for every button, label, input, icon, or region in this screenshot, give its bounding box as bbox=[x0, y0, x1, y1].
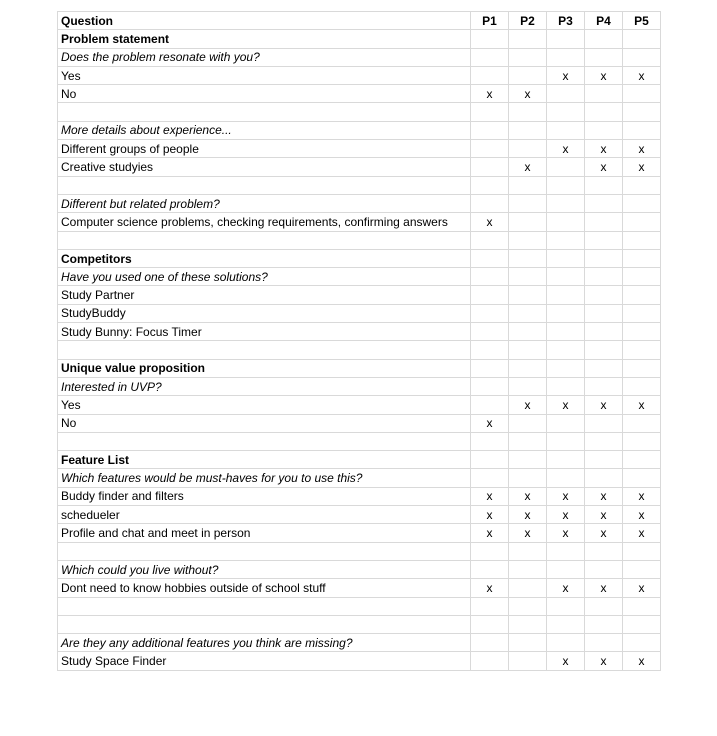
participant-p2-cell[interactable] bbox=[509, 268, 547, 286]
question-cell[interactable]: Study Space Finder bbox=[58, 652, 471, 670]
table-row bbox=[58, 48, 661, 66]
participant-p3-cell[interactable] bbox=[547, 268, 585, 286]
participant-p5-cell[interactable] bbox=[623, 121, 661, 139]
participant-p5-cell[interactable] bbox=[623, 634, 661, 652]
participant-p4-cell[interactable] bbox=[585, 542, 623, 560]
participant-p1-cell[interactable] bbox=[471, 542, 509, 560]
participant-p4-cell[interactable] bbox=[585, 30, 623, 48]
participant-p4-cell[interactable]: x bbox=[585, 487, 623, 505]
question-cell[interactable] bbox=[58, 615, 471, 633]
participant-p4-cell[interactable]: x bbox=[585, 158, 623, 176]
participant-p3-cell[interactable] bbox=[547, 213, 585, 231]
participant-p5-cell[interactable] bbox=[623, 414, 661, 432]
participant-p1-cell[interactable]: x bbox=[471, 414, 509, 432]
participant-p2-cell[interactable]: x bbox=[509, 85, 547, 103]
table-row bbox=[58, 634, 661, 652]
question-cell[interactable]: Yes bbox=[58, 396, 471, 414]
participant-p2-cell[interactable] bbox=[509, 542, 547, 560]
table-row bbox=[58, 121, 661, 139]
participant-p4-cell[interactable]: x bbox=[585, 66, 623, 84]
question-cell[interactable]: Different but related problem? bbox=[58, 194, 471, 212]
participant-p5-cell[interactable] bbox=[623, 341, 661, 359]
participant-p2-cell[interactable] bbox=[509, 48, 547, 66]
table-row bbox=[58, 194, 661, 212]
participant-p1-cell[interactable] bbox=[471, 231, 509, 249]
participant-p4-cell[interactable] bbox=[585, 176, 623, 194]
question-cell[interactable] bbox=[58, 176, 471, 194]
participant-p5-cell[interactable] bbox=[623, 377, 661, 395]
participant-p4-cell[interactable] bbox=[585, 85, 623, 103]
participant-p3-cell[interactable] bbox=[547, 249, 585, 267]
table-row bbox=[58, 377, 661, 395]
table-row bbox=[58, 66, 661, 84]
participant-p2-cell[interactable] bbox=[509, 194, 547, 212]
participant-p3-cell[interactable] bbox=[547, 469, 585, 487]
participant-p5-cell[interactable] bbox=[623, 48, 661, 66]
participant-p2-cell[interactable] bbox=[509, 560, 547, 578]
header-p3: P3 bbox=[547, 12, 585, 30]
participant-p5-cell[interactable] bbox=[623, 304, 661, 322]
participant-p4-cell[interactable] bbox=[585, 268, 623, 286]
table-row bbox=[58, 30, 661, 48]
question-cell[interactable]: Creative studyies bbox=[58, 158, 471, 176]
participant-p1-cell[interactable] bbox=[471, 103, 509, 121]
participant-p5-cell[interactable]: x bbox=[623, 140, 661, 158]
participant-p2-cell[interactable] bbox=[509, 231, 547, 249]
question-cell[interactable]: No bbox=[58, 85, 471, 103]
participant-p3-cell[interactable] bbox=[547, 286, 585, 304]
participant-p4-cell[interactable] bbox=[585, 103, 623, 121]
participant-p4-cell[interactable]: x bbox=[585, 396, 623, 414]
participant-p4-cell[interactable] bbox=[585, 560, 623, 578]
participant-p1-cell[interactable] bbox=[471, 615, 509, 633]
participant-p4-cell[interactable] bbox=[585, 194, 623, 212]
header-question: Question bbox=[58, 12, 471, 30]
participant-p3-cell[interactable] bbox=[547, 103, 585, 121]
question-cell[interactable]: More details about experience... bbox=[58, 121, 471, 139]
participant-p1-cell[interactable] bbox=[471, 469, 509, 487]
participant-p4-cell[interactable] bbox=[585, 341, 623, 359]
question-cell[interactable]: Unique value proposition bbox=[58, 359, 471, 377]
participant-p4-cell[interactable] bbox=[585, 304, 623, 322]
participant-p1-cell[interactable] bbox=[471, 323, 509, 341]
participant-p1-cell[interactable]: x bbox=[471, 524, 509, 542]
participant-p5-cell[interactable] bbox=[623, 560, 661, 578]
table-row bbox=[58, 506, 661, 524]
participant-p5-cell[interactable] bbox=[623, 359, 661, 377]
participant-p1-cell[interactable]: x bbox=[471, 487, 509, 505]
participant-p3-cell[interactable]: x bbox=[547, 66, 585, 84]
participant-p2-cell[interactable] bbox=[509, 414, 547, 432]
participant-p3-cell[interactable]: x bbox=[547, 524, 585, 542]
participant-p3-cell[interactable] bbox=[547, 30, 585, 48]
table-row bbox=[58, 597, 661, 615]
participant-p2-cell[interactable] bbox=[509, 103, 547, 121]
participant-p1-cell[interactable]: x bbox=[471, 85, 509, 103]
survey-results-table bbox=[57, 11, 661, 671]
participant-p2-cell[interactable]: x bbox=[509, 524, 547, 542]
participant-p1-cell[interactable] bbox=[471, 377, 509, 395]
participant-p5-cell[interactable] bbox=[623, 432, 661, 450]
participant-p4-cell[interactable] bbox=[585, 48, 623, 66]
table-row bbox=[58, 286, 661, 304]
participant-p1-cell[interactable] bbox=[471, 634, 509, 652]
table-row bbox=[58, 652, 661, 670]
participant-p1-cell[interactable] bbox=[471, 48, 509, 66]
participant-p1-cell[interactable] bbox=[471, 432, 509, 450]
participant-p5-cell[interactable] bbox=[623, 451, 661, 469]
question-cell[interactable] bbox=[58, 103, 471, 121]
participant-p3-cell[interactable]: x bbox=[547, 579, 585, 597]
participant-p2-cell[interactable] bbox=[509, 140, 547, 158]
participant-p2-cell[interactable] bbox=[509, 432, 547, 450]
participant-p2-cell[interactable]: x bbox=[509, 506, 547, 524]
header-p1: P1 bbox=[471, 12, 509, 30]
table-row bbox=[58, 231, 661, 249]
participant-p2-cell[interactable] bbox=[509, 469, 547, 487]
participant-p2-cell[interactable] bbox=[509, 579, 547, 597]
participant-p2-cell[interactable] bbox=[509, 66, 547, 84]
question-cell[interactable]: Problem statement bbox=[58, 30, 471, 48]
participant-p3-cell[interactable]: x bbox=[547, 140, 585, 158]
question-cell[interactable]: Study Bunny: Focus Timer bbox=[58, 323, 471, 341]
participant-p5-cell[interactable] bbox=[623, 323, 661, 341]
table-row bbox=[58, 396, 661, 414]
participant-p4-cell[interactable] bbox=[585, 377, 623, 395]
participant-p4-cell[interactable] bbox=[585, 597, 623, 615]
question-cell[interactable]: Which features would be must-haves for you to use this? bbox=[58, 469, 471, 487]
participant-p3-cell[interactable] bbox=[547, 85, 585, 103]
table-row bbox=[58, 304, 661, 322]
question-cell[interactable]: schedueler bbox=[58, 506, 471, 524]
question-cell[interactable]: Different groups of people bbox=[58, 140, 471, 158]
participant-p5-cell[interactable]: x bbox=[623, 652, 661, 670]
participant-p2-cell[interactable] bbox=[509, 341, 547, 359]
participant-p4-cell[interactable] bbox=[585, 323, 623, 341]
participant-p1-cell[interactable] bbox=[471, 560, 509, 578]
participant-p1-cell[interactable] bbox=[471, 652, 509, 670]
participant-p2-cell[interactable]: x bbox=[509, 487, 547, 505]
participant-p5-cell[interactable]: x bbox=[623, 66, 661, 84]
participant-p4-cell[interactable] bbox=[585, 451, 623, 469]
participant-p3-cell[interactable] bbox=[547, 377, 585, 395]
participant-p1-cell[interactable] bbox=[471, 341, 509, 359]
question-cell[interactable] bbox=[58, 597, 471, 615]
question-cell[interactable]: Have you used one of these solutions? bbox=[58, 268, 471, 286]
question-cell[interactable]: Interested in UVP? bbox=[58, 377, 471, 395]
participant-p1-cell[interactable] bbox=[471, 286, 509, 304]
participant-p1-cell[interactable] bbox=[471, 597, 509, 615]
question-cell[interactable] bbox=[58, 231, 471, 249]
participant-p5-cell[interactable]: x bbox=[623, 506, 661, 524]
table-row bbox=[58, 615, 661, 633]
participant-p5-cell[interactable] bbox=[623, 231, 661, 249]
participant-p4-cell[interactable] bbox=[585, 231, 623, 249]
participant-p3-cell[interactable] bbox=[547, 304, 585, 322]
participant-p3-cell[interactable] bbox=[547, 560, 585, 578]
participant-p4-cell[interactable] bbox=[585, 615, 623, 633]
participant-p5-cell[interactable] bbox=[623, 469, 661, 487]
participant-p3-cell[interactable] bbox=[547, 359, 585, 377]
participant-p2-cell[interactable] bbox=[509, 286, 547, 304]
participant-p1-cell[interactable] bbox=[471, 66, 509, 84]
participant-p2-cell[interactable] bbox=[509, 359, 547, 377]
participant-p4-cell[interactable]: x bbox=[585, 140, 623, 158]
participant-p1-cell[interactable] bbox=[471, 140, 509, 158]
participant-p2-cell[interactable] bbox=[509, 304, 547, 322]
participant-p3-cell[interactable]: x bbox=[547, 396, 585, 414]
participant-p5-cell[interactable] bbox=[623, 30, 661, 48]
participant-p2-cell[interactable] bbox=[509, 30, 547, 48]
participant-p4-cell[interactable] bbox=[585, 414, 623, 432]
participant-p5-cell[interactable] bbox=[623, 249, 661, 267]
table-row bbox=[58, 414, 661, 432]
participant-p2-cell[interactable] bbox=[509, 323, 547, 341]
participant-p1-cell[interactable] bbox=[471, 30, 509, 48]
question-cell[interactable]: No bbox=[58, 414, 471, 432]
participant-p1-cell[interactable] bbox=[471, 176, 509, 194]
table-row bbox=[58, 579, 661, 597]
table-row bbox=[58, 341, 661, 359]
table-row bbox=[58, 359, 661, 377]
participant-p3-cell[interactable] bbox=[547, 597, 585, 615]
participant-p1-cell[interactable] bbox=[471, 359, 509, 377]
participant-p1-cell[interactable] bbox=[471, 268, 509, 286]
table-row bbox=[58, 469, 661, 487]
participant-p1-cell[interactable] bbox=[471, 249, 509, 267]
header-p5: P5 bbox=[623, 12, 661, 30]
participant-p1-cell[interactable] bbox=[471, 451, 509, 469]
table-row bbox=[58, 158, 661, 176]
participant-p3-cell[interactable] bbox=[547, 194, 585, 212]
question-cell[interactable]: Study Partner bbox=[58, 286, 471, 304]
participant-p4-cell[interactable]: x bbox=[585, 579, 623, 597]
participant-p2-cell[interactable] bbox=[509, 176, 547, 194]
participant-p3-cell[interactable] bbox=[547, 451, 585, 469]
participant-p4-cell[interactable] bbox=[585, 432, 623, 450]
participant-p5-cell[interactable] bbox=[623, 85, 661, 103]
table-row bbox=[58, 542, 661, 560]
question-cell[interactable]: Competitors bbox=[58, 249, 471, 267]
participant-p2-cell[interactable] bbox=[509, 213, 547, 231]
participant-p1-cell[interactable] bbox=[471, 304, 509, 322]
table-row bbox=[58, 140, 661, 158]
participant-p1-cell[interactable] bbox=[471, 121, 509, 139]
participant-p4-cell[interactable]: x bbox=[585, 652, 623, 670]
participant-p5-cell[interactable] bbox=[623, 103, 661, 121]
participant-p2-cell[interactable] bbox=[509, 652, 547, 670]
participant-p2-cell[interactable] bbox=[509, 377, 547, 395]
participant-p1-cell[interactable] bbox=[471, 194, 509, 212]
participant-p5-cell[interactable] bbox=[623, 194, 661, 212]
participant-p3-cell[interactable] bbox=[547, 121, 585, 139]
question-cell[interactable]: Which could you live without? bbox=[58, 560, 471, 578]
participant-p1-cell[interactable]: x bbox=[471, 506, 509, 524]
table-row bbox=[58, 213, 661, 231]
question-cell[interactable]: Dont need to know hobbies outside of school stuff bbox=[58, 579, 471, 597]
participant-p1-cell[interactable]: x bbox=[471, 579, 509, 597]
question-cell[interactable]: Computer science problems, checking requirements, confirming answers bbox=[58, 213, 471, 231]
header-row bbox=[58, 12, 661, 30]
participant-p4-cell[interactable] bbox=[585, 213, 623, 231]
table-row bbox=[58, 249, 661, 267]
participant-p3-cell[interactable] bbox=[547, 158, 585, 176]
question-cell[interactable] bbox=[58, 432, 471, 450]
participant-p3-cell[interactable] bbox=[547, 414, 585, 432]
question-cell[interactable]: StudyBuddy bbox=[58, 304, 471, 322]
participant-p4-cell[interactable] bbox=[585, 121, 623, 139]
table-row bbox=[58, 432, 661, 450]
participant-p4-cell[interactable] bbox=[585, 469, 623, 487]
participant-p3-cell[interactable] bbox=[547, 176, 585, 194]
participant-p3-cell[interactable] bbox=[547, 231, 585, 249]
question-cell[interactable] bbox=[58, 341, 471, 359]
table-row bbox=[58, 85, 661, 103]
question-cell[interactable]: Does the problem resonate with you? bbox=[58, 48, 471, 66]
participant-p2-cell[interactable]: x bbox=[509, 396, 547, 414]
participant-p5-cell[interactable] bbox=[623, 176, 661, 194]
participant-p1-cell[interactable] bbox=[471, 158, 509, 176]
participant-p1-cell[interactable]: x bbox=[471, 213, 509, 231]
participant-p5-cell[interactable]: x bbox=[623, 158, 661, 176]
participant-p5-cell[interactable] bbox=[623, 213, 661, 231]
participant-p3-cell[interactable]: x bbox=[547, 487, 585, 505]
participant-p1-cell[interactable] bbox=[471, 396, 509, 414]
header-p4: P4 bbox=[585, 12, 623, 30]
participant-p3-cell[interactable] bbox=[547, 48, 585, 66]
participant-p5-cell[interactable] bbox=[623, 286, 661, 304]
participant-p4-cell[interactable] bbox=[585, 249, 623, 267]
participant-p2-cell[interactable] bbox=[509, 615, 547, 633]
participant-p5-cell[interactable]: x bbox=[623, 487, 661, 505]
participant-p3-cell[interactable] bbox=[547, 542, 585, 560]
participant-p2-cell[interactable] bbox=[509, 249, 547, 267]
table-row bbox=[58, 451, 661, 469]
question-cell[interactable]: Buddy finder and filters bbox=[58, 487, 471, 505]
participant-p2-cell[interactable] bbox=[509, 451, 547, 469]
participant-p3-cell[interactable] bbox=[547, 323, 585, 341]
participant-p3-cell[interactable]: x bbox=[547, 506, 585, 524]
participant-p4-cell[interactable]: x bbox=[585, 506, 623, 524]
participant-p5-cell[interactable] bbox=[623, 542, 661, 560]
table-row bbox=[58, 176, 661, 194]
header-p2: P2 bbox=[509, 12, 547, 30]
participant-p3-cell[interactable] bbox=[547, 634, 585, 652]
participant-p2-cell[interactable] bbox=[509, 634, 547, 652]
participant-p4-cell[interactable] bbox=[585, 286, 623, 304]
participant-p4-cell[interactable]: x bbox=[585, 524, 623, 542]
participant-p2-cell[interactable] bbox=[509, 121, 547, 139]
question-cell[interactable]: Profile and chat and meet in person bbox=[58, 524, 471, 542]
participant-p5-cell[interactable]: x bbox=[623, 579, 661, 597]
participant-p5-cell[interactable] bbox=[623, 615, 661, 633]
table-row bbox=[58, 268, 661, 286]
participant-p3-cell[interactable] bbox=[547, 615, 585, 633]
participant-p5-cell[interactable]: x bbox=[623, 524, 661, 542]
table-row bbox=[58, 524, 661, 542]
question-cell[interactable]: Yes bbox=[58, 66, 471, 84]
table-row bbox=[58, 560, 661, 578]
participant-p2-cell[interactable]: x bbox=[509, 158, 547, 176]
question-cell[interactable]: Are they any additional features you think are missing? bbox=[58, 634, 471, 652]
question-cell[interactable] bbox=[58, 542, 471, 560]
participant-p3-cell[interactable] bbox=[547, 432, 585, 450]
table-row bbox=[58, 487, 661, 505]
participant-p3-cell[interactable]: x bbox=[547, 652, 585, 670]
participant-p2-cell[interactable] bbox=[509, 597, 547, 615]
participant-p4-cell[interactable] bbox=[585, 634, 623, 652]
question-cell[interactable]: Feature List bbox=[58, 451, 471, 469]
table-row bbox=[58, 323, 661, 341]
participant-p4-cell[interactable] bbox=[585, 359, 623, 377]
participant-p3-cell[interactable] bbox=[547, 341, 585, 359]
table-row bbox=[58, 103, 661, 121]
participant-p5-cell[interactable] bbox=[623, 597, 661, 615]
participant-p5-cell[interactable] bbox=[623, 268, 661, 286]
participant-p5-cell[interactable]: x bbox=[623, 396, 661, 414]
